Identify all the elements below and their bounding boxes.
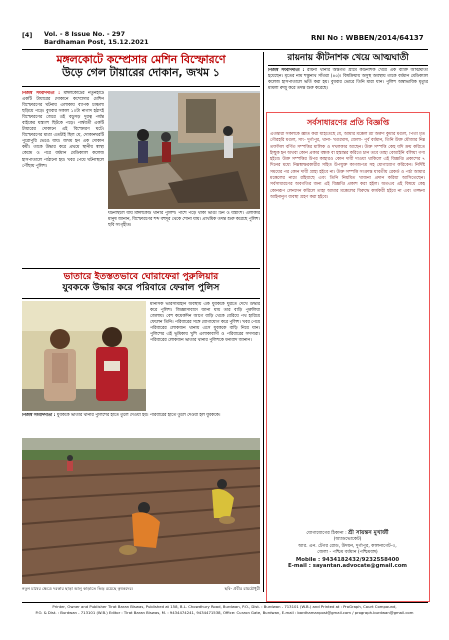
farm-caption: নতুন চাষের ক্ষেত্রে দরকার ছাড়া আলু কাড়াতে ভিড় রয়েছে কৃষকদের। [22,586,134,591]
story3-rule [268,65,428,66]
notice-designation: (অ্যাডভোকেট) [333,537,362,543]
notice-district: জেলা - পশ্চিম বর্ধমান (পশ্চিমবঙ্গ) [317,550,378,556]
story2-headline-line1: ভাতারে ইতস্ততভাবে ঘোরাফেরা পুরুলিয়ার [63,271,219,282]
volume-issue: Vol. - 8 Issue No. - 297 [44,30,126,38]
footer-rule [22,602,428,603]
story2-headline [22,271,260,293]
story2-headline-line2: যুবককে উদ্ধার করে পরিবারে ফেরাল পুলিস [62,282,220,294]
farm-caption-credit: ছবি- প্রবীর রায়চৌধুরী [224,586,260,591]
notice-address: আর. এন. টেগর রোড, উদয়ন, দুর্গাপুর, কালনাগেট-৩, [298,543,397,549]
notice-mobile: Mobile : 9434182432/9232558400 [295,556,400,563]
header-rule [22,49,428,50]
story1-rule [22,86,260,87]
story1-caption: ঘটনাস্থলে যায় মঙ্গলকোট থানার পুলিশ। পাশে পড়ে থাকা ভাঙা টিন ও যন্ত্রাংশ। এলাকার মানুষ জানান, বিস্ফোরণের শব্দ বহুদূর থেকে শোনা যায়। প্রাথমিক তদন্ত শুরু করেছে পুলিশ। ছবি সংগৃহীত। [108,211,260,229]
notice-sign-label: যোগাযোগের ঠিকানা : [306,531,347,536]
story1-headline-line1: মঙ্গলকোটে কম্প্রেসার মেশিন বিস্ফোরণে [56,53,226,66]
notice-advocate: শ্রী সায়ন্তন মুখার্জী [348,530,389,536]
footer-line2: P.O. & Dist. : Burdwan - 713101 (W.B.) Editor : Tirat Baran Biswas, M. : 9434474241, 9434471538, Office: Curzon Gate, Burdwan, E-mail : bardhamanpost@gmail.com / prograph.burdwan@gmail.com [35,610,414,615]
story1-headline [22,54,260,80]
story1-byline: নিজস্ব সংবাদদাতা : [22,91,60,96]
place-date: Bardhaman Post, 15.12.2021 [44,38,149,46]
column-divider [263,52,264,592]
notice-title: সর্বসাধারণের প্রতি বিজ্ঞপ্তি [307,118,389,127]
notice-signature [270,530,425,569]
story3-body [268,68,428,108]
story2-caption [22,413,260,437]
explosion-photo [108,91,260,209]
story1-headline-line2: উড়ে গেল টায়ারের দোকান, জখম ১ [62,65,220,79]
rescued-youth-photo [22,301,146,411]
story3-text: রায়না থানার অন্তর্গত গ্রামে কীটনাশক খেয়ে এক ব্যক্তি আত্মঘাতী হয়েছেন। মৃতের নাম শম্ভুনাথ সাঁতরা (৪৫)। বিষক্রিয়ায় অসুস্থ অবস্থায় তাকে বর্ধমান মেডিক্যাল কলেজ হাসপাতালে ভর্তি করা হয়। বুধবার ভোরে তিনি মারা যান। পুলিশ অস্বাভাবিক মৃত্যুর মামলা রুজু করে তদন্ত শুরু করেছে। [268,68,428,92]
story2-caption-byline: নিজস্ব সংবাদদাতা : [22,413,56,418]
notice-email: E-mail : sayantan.advocate@gmail.com [287,563,408,570]
notice-body: এতদ্বারা সকলকে জ্ঞাত করা যাইতেছে যে, আমার মক্কেল শ্রী অরুণ কুমার মণ্ডল, পিতা মৃত গৌরহরি মণ্ডল, সাং- দুর্গাপুর, থানা- খণ্ডঘোষ, জেলা- পূর্ব বর্ধমান, তিনি উক্ত মৌজার নিম্ন তফসিল বর্ণিত সম্পত্তির মালিক ও দখলকার আছেন। উক্ত সম্পত্তি কেহ যদি ক্রয় করিতে ইচ্ছুক হন অথবা কোন প্রকার বন্ধক বা হস্তান্তর করিতে চান তবে তাহা বেআইনি বলিয়া গণ্য হইবে। উক্ত সম্পত্তির উপর কাহারও কোন দাবী দাওয়া থাকিলে এই বিজ্ঞপ্তি প্রকাশের ৭ দিনের মধ্যে নিম্নস্বাক্ষরকারীর সহিত উপযুক্ত কাগজপত্র সহ যোগাযোগ করিবেন। নির্দিষ্ট সময়ের পর কোন দাবী গ্রাহ্য হইবে না। উক্ত সম্পত্তি সংক্রান্ত যাবতীয় রেকর্ড ও পর্চা আমার মক্কেলের নামে রহিয়াছে এবং তিনি নিয়মিত খাজনা প্রদান করিয়া আসিতেছেন। সর্বসাধারণের অবগতির জন্য এই বিজ্ঞপ্তি প্রকাশ করা হইল। অতএব এই বিষয়ে কেহ কোনরূপ লেনদেন করিলে তাহা আমার মক্কেলের বিরুদ্ধে কার্যকরী হইবে না এবং তজ্জন্য আইনানুগ ব্যবস্থা গ্রহণ করা হইবে। [270,132,425,200]
page-number: [4] [22,31,33,39]
story2-rule [22,298,260,299]
rni-number: RNI No : WBBEN/2014/64137 [311,34,424,42]
footer-line1: Printer, Owner and Publisher Tirat Baran Biswas, Published at 158, B.L. Chowdhury Road, Burdwan, P.O., Dist. : Burdwan - 713101 (W.B.) and Printed at : ProGraph, Court Compound, [52,604,397,609]
story2-caption-text: যুবককে ভাতার থানার পুলিশের হাতে তুলে দেওয়া হয়। পরিবারের হাতে তুলে দেওয়া হল যুবককে। [56,413,221,418]
story1-text: মঙ্গলকোটের নতুনহাটে একটি টায়ারের দোকানে কম্প্রেসার মেশিন বিস্ফোরণের ঘটনায় এলাকায় ব্যাপক চাঞ্চল্য ছড়িয়ে পড়ে। বুধবার সকাল ১০টা নাগাদ হঠাৎই বিস্ফোরণের জেরে ওই বড়ুসড় দুরত্ব পর্যন্ত বাইকের যন্ত্রাংশ ছিটকে পড়ে। পার্শ্ববর্তী একটি টায়ারের দোকানে এই বিস্ফোরণ ঘটে। বিস্ফোরণের মাত্রা এতটাই ছিল যে, দোকানঘরটি পুরোপুরি ভেঙে যায়। জখম হন এক দোকান কর্মী। তাকে উদ্ধার করে প্রথমে স্থানীয় স্বাস্থ্য কেন্দ্রে ও পরে বর্ধমান মেডিক্যাল কলেজ হাসপাতালে পাঠানো হয়। খবর পেয়ে ঘটনাস্থলে পৌঁছায় পুলিশ। [22,91,104,169]
story2-top-rule [22,268,260,269]
farm-photo [22,438,260,584]
story2-body: মানসিক ভারসাম্যহীন অবস্থায় এক যুবককে ঘুরতে দেখে উদ্ধার করে পুলিশ। জিজ্ঞাসাবাদে জানা যায় তার বাড়ি পুরুলিয়া জেলায়। বেশ কয়েকদিন আগে বাড়ি থেকে বেরিয়ে পথ হারিয়ে ফেলেন তিনি। পরিবারের সঙ্গে যোগাযোগ করে পুলিশ। খবর পেয়ে পরিবারের লোকজন থানায় এসে যুবককে বাড়ি নিয়ে যান। পুলিশের এই ভূমিকায় খুশি এলাকাবাসী ও পরিবারের সদস্যরা। পরিবারের লোকজন ভাতার থানার পুলিশকে ধন্যবাদ জানান। [150,302,260,344]
story3-headline: রায়নায় কীটনাশক খেয়ে আত্মঘাতী [287,53,409,63]
story3-byline: নিজস্ব সংবাদদাতা : [268,68,305,73]
